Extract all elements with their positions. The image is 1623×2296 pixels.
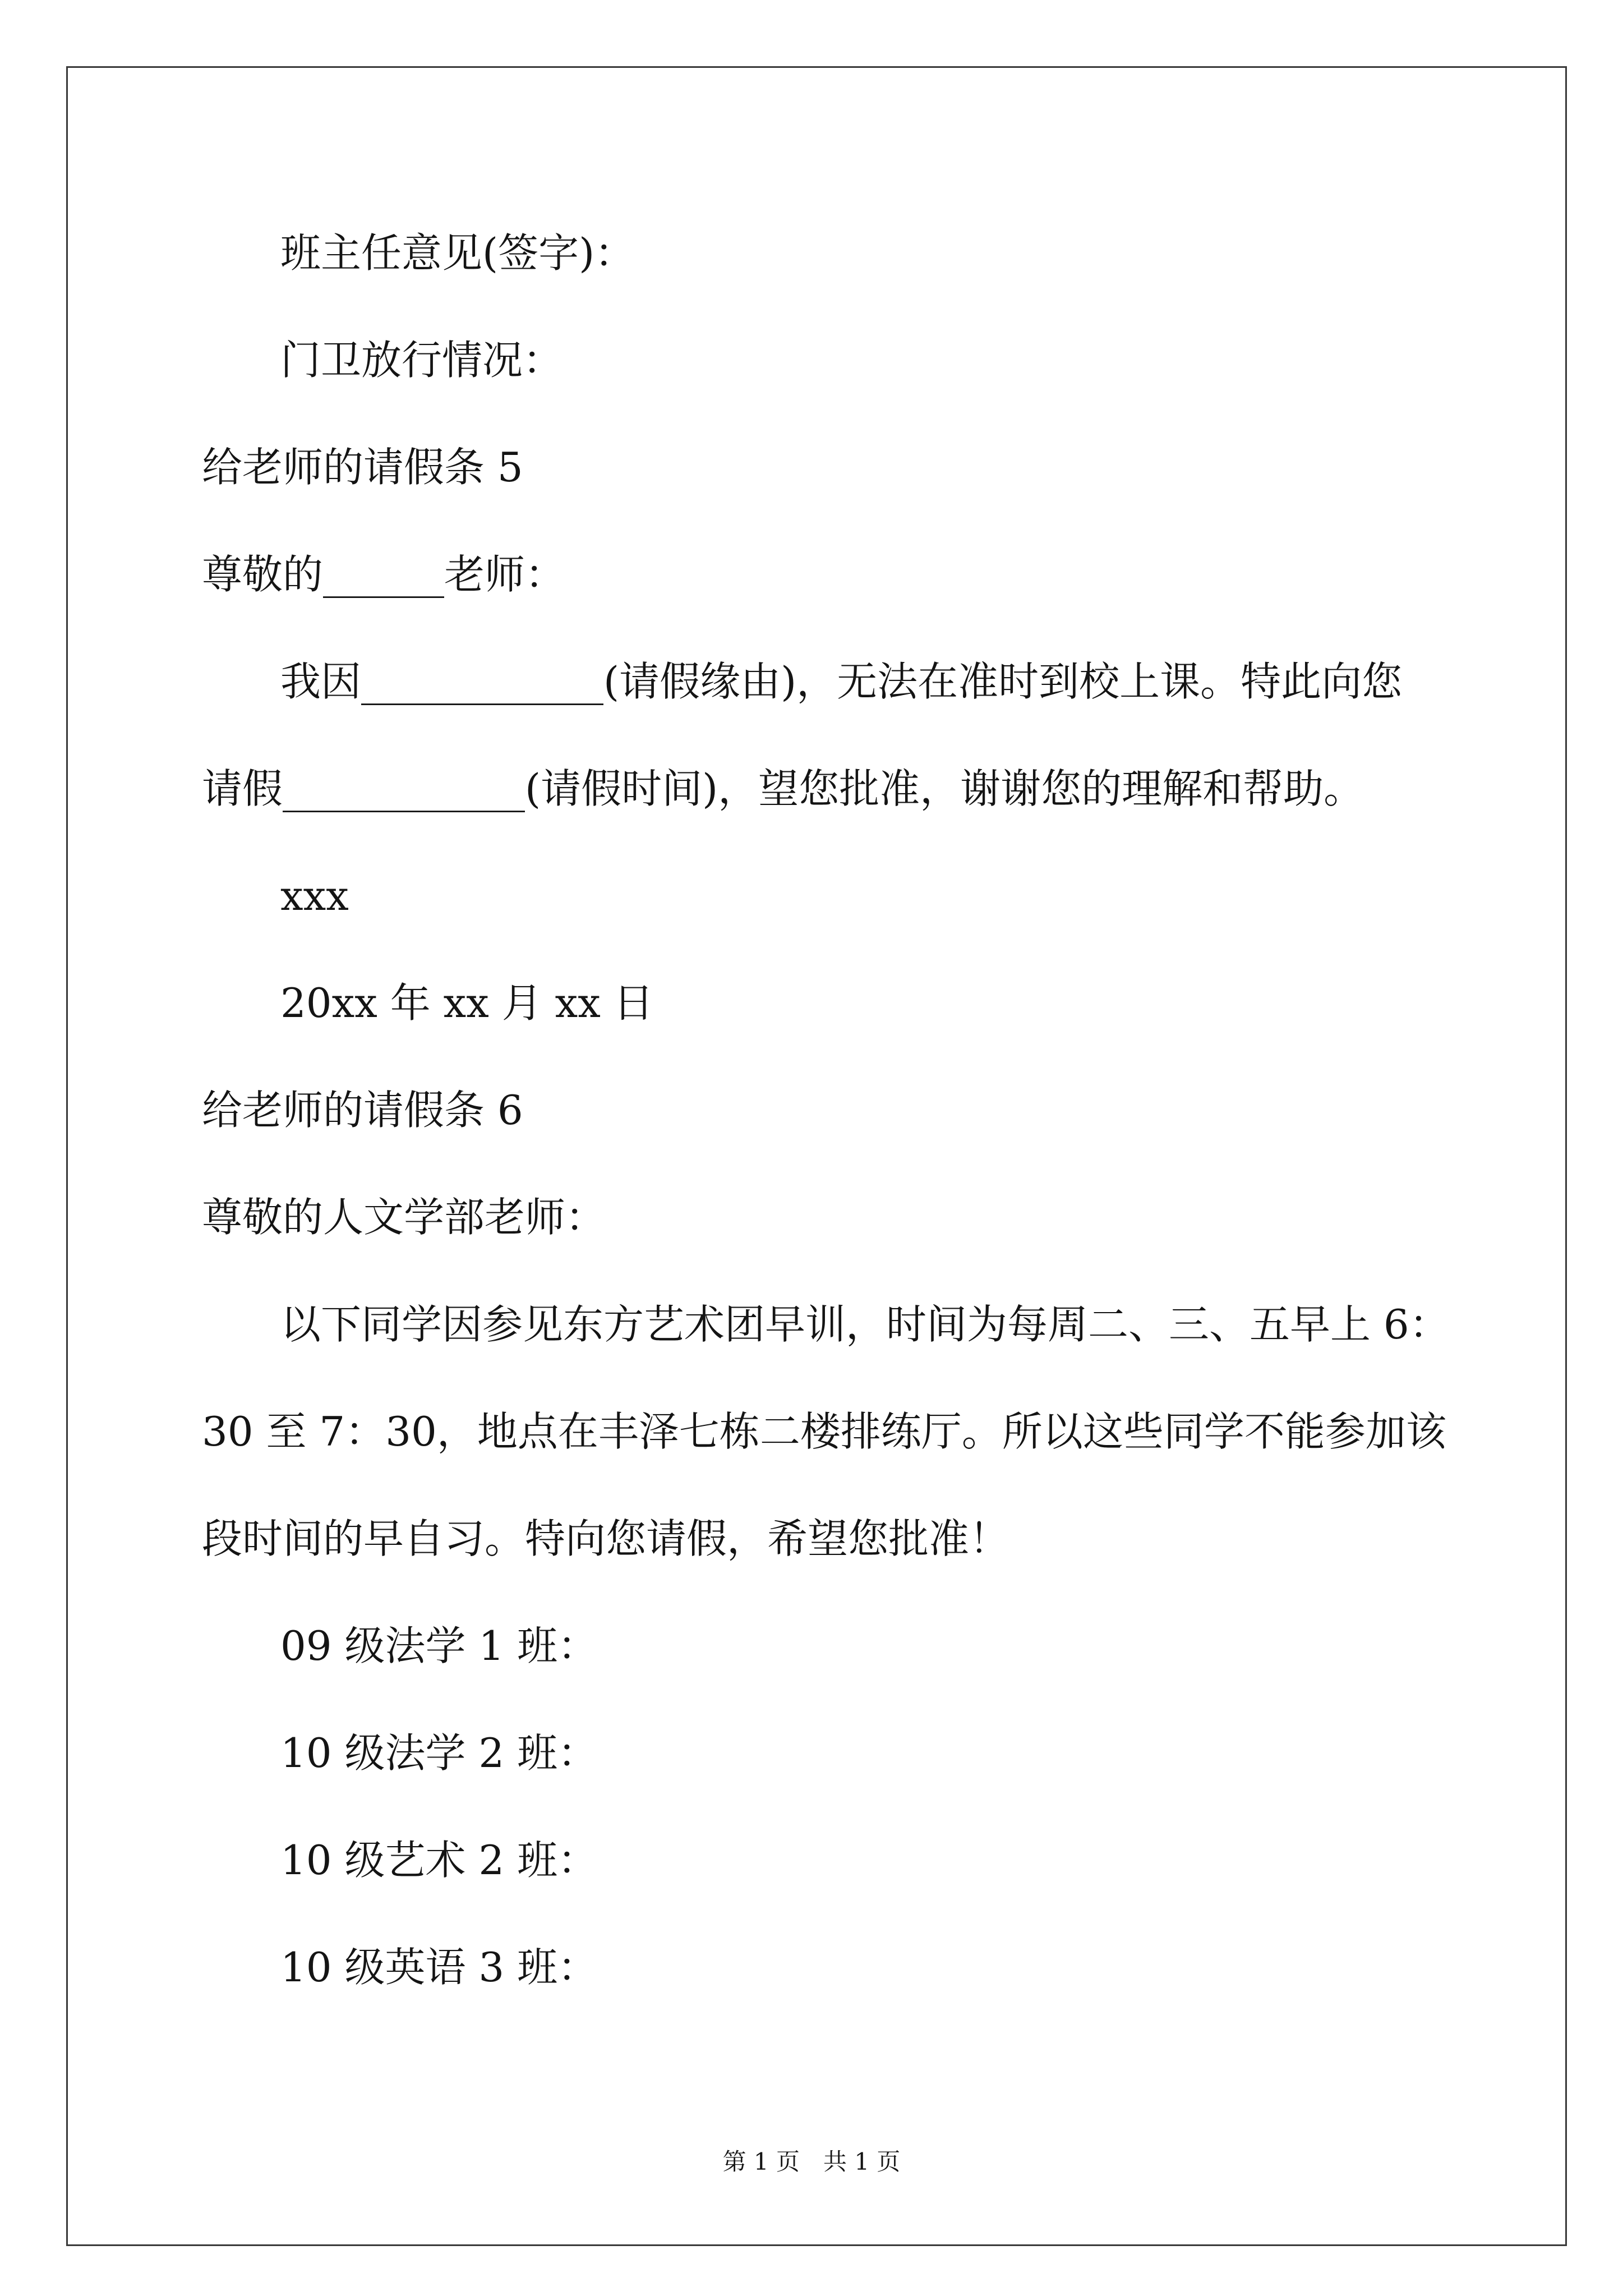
note6-class-item: 10 级法学 2 班： — [280, 1729, 598, 1777]
note6-body-line: 30 至 7：30，地点在丰泽七栋二楼排练厅。所以这些同学不能参加该 — [202, 1408, 1446, 1455]
note5-body-line: 请假____________(请假时间)，望您批准，谢谢您的理解和帮助。 — [202, 765, 1364, 812]
note6-class-item: 09 级法学 1 班： — [280, 1622, 598, 1669]
note6-class-item: 10 级英语 3 班： — [280, 1944, 598, 1991]
page-number-footer: 第 1 页 共 1 页 — [722, 2148, 901, 2175]
note6-body-line: 以下同学因参见东方艺术团早训，时间为每周二、三、五早上 6： — [280, 1301, 1450, 1348]
note5-body-line: 我因____________(请假缘由)，无法在准时到校上课。特此向您 — [280, 658, 1403, 705]
note6-salutation: 尊敬的人文学部老师： — [202, 1194, 606, 1241]
note5-salutation: 尊敬的______老师： — [202, 551, 566, 598]
note5-title: 给老师的请假条 5 — [202, 444, 523, 491]
head-teacher-opinion-line: 班主任意见(签字)： — [280, 229, 635, 277]
document-body — [202, 200, 1537, 2021]
note5-signature: xxx — [280, 872, 349, 919]
guard-release-line: 门卫放行情况： — [280, 337, 564, 384]
note6-title: 给老师的请假条 6 — [202, 1087, 523, 1134]
note6-body-line: 段时间的早自习。特向您请假，希望您批准！ — [202, 1515, 1010, 1562]
note6-class-item: 10 级艺术 2 班： — [280, 1837, 598, 1884]
note5-date: 20xx 年 xx 月 xx 日 — [280, 979, 654, 1027]
